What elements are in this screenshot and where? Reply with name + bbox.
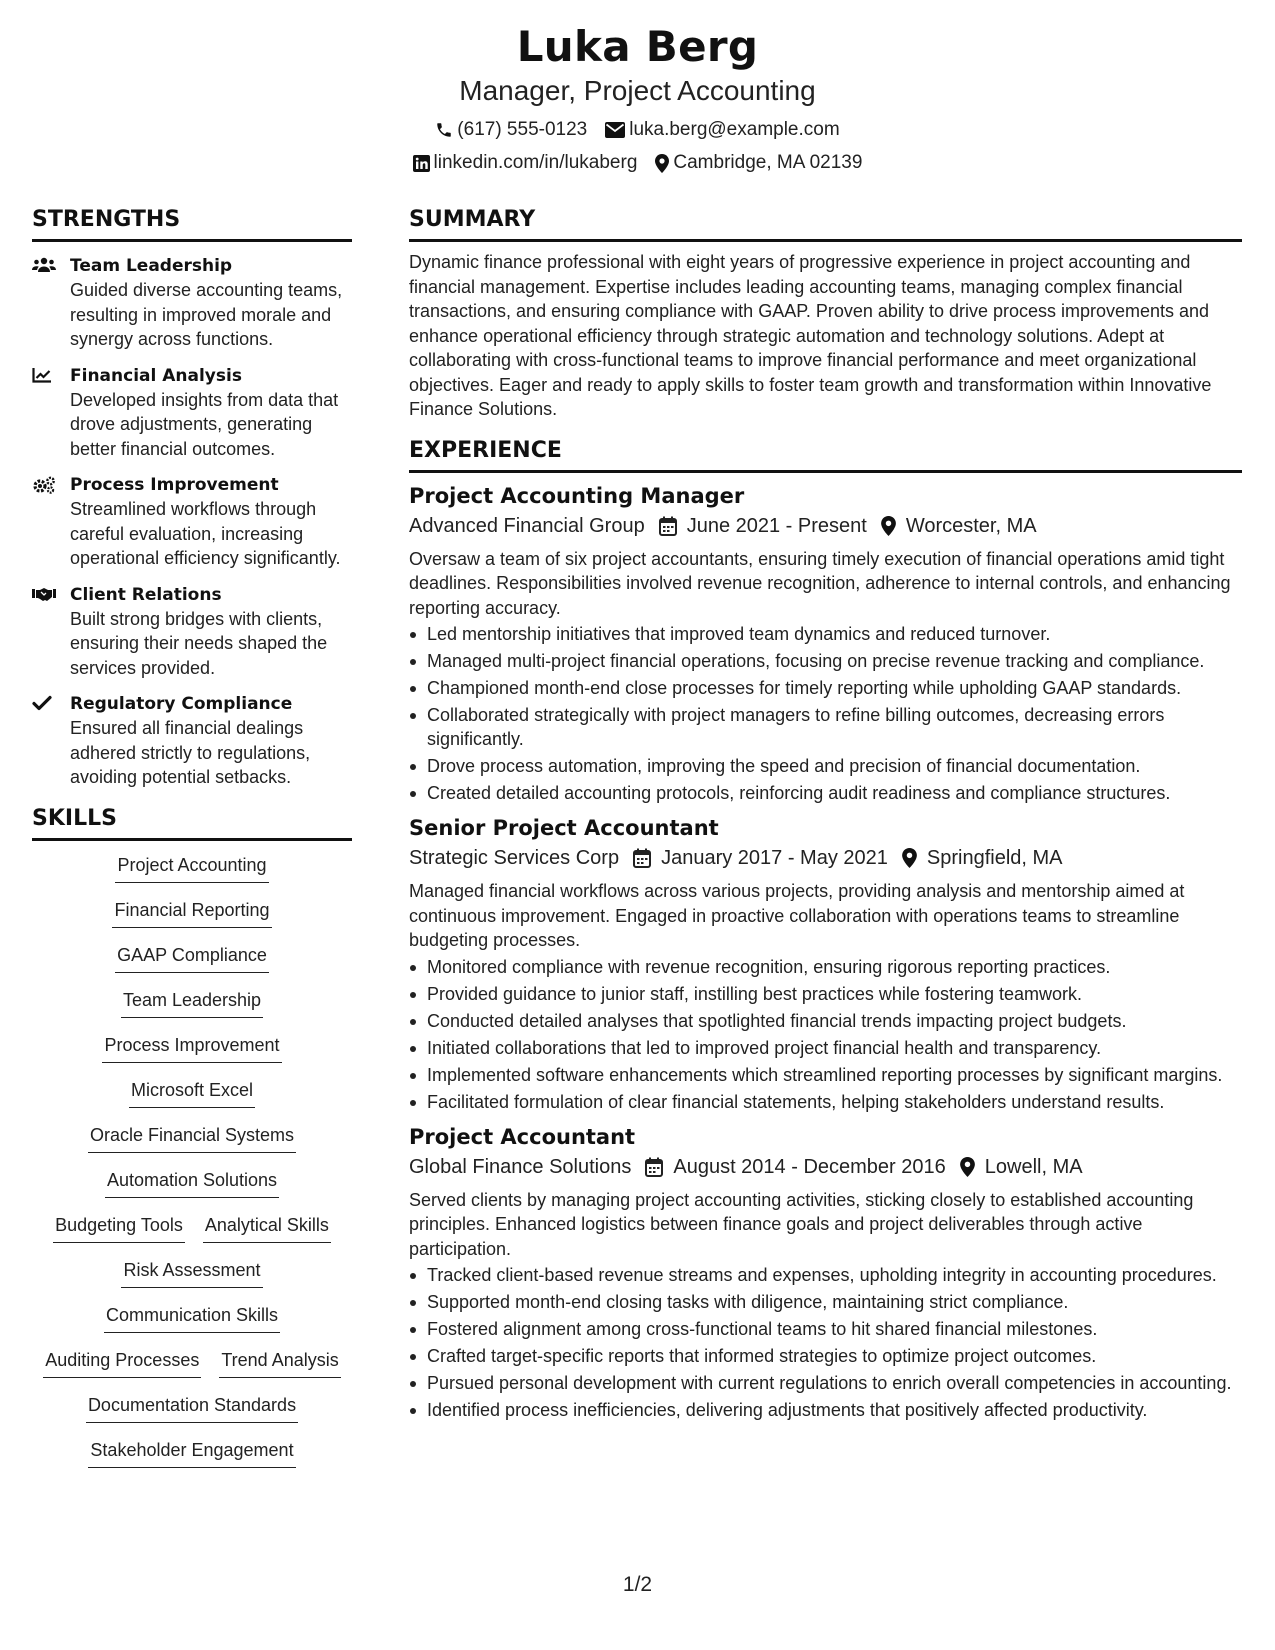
- skills-list: [32, 853, 352, 1483]
- strength-desc: Guided diverse accounting teams, resulting in improved morale and synergy across functions.: [70, 280, 343, 349]
- company-name: Global Finance Solutions: [409, 1155, 632, 1178]
- strength-desc: Developed insights from data that drove adjustments, generating better financial outcomes.: [70, 389, 339, 459]
- bullet-item: Initiated collaborations that led to improved project financial health and transparency.: [409, 1036, 1242, 1060]
- job-meta: [409, 1152, 1242, 1182]
- job-location: Worcester, MA: [905, 514, 1037, 537]
- contact-row-1: [0, 118, 1275, 142]
- strength-item: [32, 692, 352, 790]
- skill-row: [32, 1438, 352, 1483]
- job-meta: [409, 511, 1242, 541]
- job-dates: January 2017 - May 2021: [661, 847, 888, 869]
- skill-row: [32, 1168, 352, 1213]
- skill-row: [32, 1348, 352, 1393]
- experience-heading: EXPERIENCE: [409, 436, 1242, 473]
- skill-row: [32, 1123, 352, 1168]
- job-bullets: [409, 622, 1242, 805]
- strength-desc: Ensured all financial dealings adhered strictly to regulations, avoiding potential setbacks.: [70, 718, 311, 787]
- job-entry: [409, 481, 1242, 806]
- skills-heading: SKILLS: [32, 804, 352, 841]
- bullet-item: Managed multi-project financial operations, focusing on precise revenue tracking and compliance.: [409, 649, 1242, 673]
- map-pin-icon: [881, 516, 906, 536]
- bullet-item: Implemented software enhancements which streamlined reporting processes by significant margins.: [409, 1063, 1242, 1087]
- job-location: Springfield, MA: [926, 847, 1063, 869]
- job-bullets: [409, 1263, 1242, 1422]
- page-number: 1/2: [622, 1573, 653, 1596]
- skill-tag: Automation Solutions: [105, 1168, 279, 1198]
- skill-tag: Team Leadership: [121, 988, 263, 1018]
- contact-phone: [435, 119, 587, 141]
- skill-row: [32, 1033, 352, 1078]
- strength-item: [32, 254, 352, 352]
- skill-tag: Auditing Processes: [43, 1348, 201, 1378]
- gears-icon: [32, 473, 70, 499]
- map-pin-icon: [960, 1157, 985, 1177]
- location-text: Cambridge, MA 02139: [673, 152, 863, 173]
- bullet-item: Provided guidance to junior staff, instilling best practices while fostering teamwork.: [409, 982, 1242, 1006]
- job-entry: [409, 813, 1242, 1114]
- strengths-heading: STRENGTHS: [32, 205, 352, 242]
- bullet-item: Facilitated formulation of clear financial statements, helping stakeholders understand results.: [409, 1090, 1242, 1114]
- left-column: [32, 205, 352, 1483]
- strength-desc: Streamlined workflows through careful evaluation, increasing operational efficiency significantly.: [70, 499, 341, 568]
- skill-tag: Budgeting Tools: [53, 1213, 185, 1243]
- skill-tag: GAAP Compliance: [115, 943, 269, 973]
- job-dates: June 2021 - Present: [686, 514, 867, 537]
- calendar-icon: [659, 516, 687, 536]
- bullet-item: Supported month-end closing tasks with diligence, maintaining strict compliance.: [409, 1290, 1242, 1314]
- skill-row: [32, 1213, 352, 1258]
- resume-header: [0, 22, 1275, 175]
- strength-name: Team Leadership: [70, 256, 233, 276]
- job-description: Managed financial workflows across various projects, providing analysis and mentorship aimed at continuous improvement. Engaged in proactive collaboration with operations teams to streamline budgeting processes.: [409, 881, 1185, 950]
- chart-line-icon: [32, 364, 70, 388]
- bullet-item: Tracked client-based revenue streams and expenses, upholding integrity in accounting procedures.: [409, 1263, 1242, 1287]
- contact-row-2: [0, 151, 1275, 175]
- phone-icon: [435, 121, 453, 139]
- skill-tag: Stakeholder Engagement: [88, 1438, 295, 1468]
- users-icon: [32, 254, 70, 278]
- job-location: Lowell, MA: [984, 1155, 1083, 1178]
- skill-row: [32, 853, 352, 898]
- job-title: Project Accounting Manager: [409, 483, 745, 508]
- job-entry: [409, 1122, 1242, 1423]
- job-dates: August 2014 - December 2016: [673, 1155, 946, 1178]
- strength-name: Regulatory Compliance: [70, 694, 293, 714]
- skill-row: [32, 1303, 352, 1348]
- strength-desc: Built strong bridges with clients, ensuring their needs shaped the services provided.: [70, 608, 328, 678]
- summary-heading: SUMMARY: [409, 205, 1242, 242]
- bullet-item: Conducted detailed analyses that spotlighted financial trends impacting project budgets.: [409, 1009, 1242, 1033]
- strength-name: Client Relations: [70, 584, 222, 605]
- candidate-name: Luka Berg: [516, 22, 759, 71]
- skill-row: [32, 988, 352, 1033]
- bullet-item: Created detailed accounting protocols, reinforcing audit readiness and compliance structures.: [409, 781, 1242, 805]
- handshake-icon: [32, 583, 70, 607]
- company-name: Advanced Financial Group: [409, 514, 645, 537]
- strengths-list: [32, 254, 352, 790]
- experience-list: [409, 481, 1242, 1423]
- bullet-item: Crafted target-specific reports that informed strategies to optimize project outcomes.: [409, 1344, 1242, 1368]
- job-title: Project Accountant: [409, 1124, 636, 1149]
- contact-location: [655, 152, 862, 174]
- bullet-item: Fostered alignment among cross-functional teams to hit shared financial milestones.: [409, 1317, 1242, 1341]
- skill-row: [32, 898, 352, 943]
- contact-email[interactable]: [605, 119, 839, 141]
- skill-row: [32, 1393, 352, 1438]
- strength-item: [32, 583, 352, 681]
- skill-tag: Project Accounting: [115, 853, 268, 883]
- linkedin-text[interactable]: linkedin.com/in/lukaberg: [433, 152, 638, 173]
- job-description: Served clients by managing project accounting activities, sticking closely to established accounting principles. Enhanced logistics between finance goals and project deliverables through active participation.: [409, 1189, 1194, 1259]
- bullet-item: Collaborated strategically with project managers to refine billing outcomes, decreasing errors significantly.: [409, 703, 1242, 751]
- company-name: Strategic Services Corp: [409, 847, 620, 869]
- job-description: Oversaw a team of six project accountants, ensuring timely execution of financial operations amid tight deadlines. Responsibilities involved revenue recognition, adherence to internal controls, and enhancing reporting accuracy.: [409, 548, 1231, 618]
- check-icon: [32, 692, 70, 716]
- skill-tag: Risk Assessment: [121, 1258, 262, 1288]
- summary-text: Dynamic finance professional with eight years of progressive experience in project accounting and financial management. Expertise includes leading accounting teams, managing complex financial transactions, and ensuring compliance with GAAP. Proven ability to drive process improvements and enhance operational efficiency through strategic automation and technology solutions. Adept at collaborating with cross-functional teams to improve financial performance and meet organizational objectives. Eager and ready to apply skills to foster team growth and transformation within Innovative Finance Solutions.: [409, 252, 1212, 419]
- skill-row: [32, 1078, 352, 1123]
- strength-item: [32, 364, 352, 462]
- skill-tag: Trend Analysis: [219, 1348, 340, 1378]
- skill-row: [32, 943, 352, 988]
- strength-name: Process Improvement: [70, 475, 279, 495]
- candidate-title: Manager, Project Accounting: [459, 75, 816, 106]
- envelope-icon: [605, 122, 625, 138]
- linkedin-icon: [413, 155, 430, 172]
- bullet-item: Identified process inefficiencies, delivering adjustments that positively affected productivity.: [409, 1398, 1242, 1422]
- skill-tag: Documentation Standards: [86, 1393, 298, 1423]
- skill-tag: Process Improvement: [102, 1033, 281, 1063]
- skill-row: [32, 1258, 352, 1303]
- bullet-item: Led mentorship initiatives that improved team dynamics and reduced turnover.: [409, 622, 1242, 646]
- job-meta: [409, 843, 1242, 873]
- skill-tag: Analytical Skills: [203, 1213, 331, 1243]
- map-pin-icon: [655, 154, 669, 173]
- map-pin-icon: [902, 848, 927, 868]
- bullet-item: Championed month-end close processes for timely reporting while upholding GAAP standards.: [409, 676, 1242, 700]
- bullet-item: Pursued personal development with current regulations to enrich overall competencies in accounting.: [409, 1371, 1242, 1395]
- strength-item: [32, 473, 352, 571]
- skill-tag: Microsoft Excel: [129, 1078, 255, 1108]
- contact-linkedin[interactable]: [413, 152, 638, 174]
- phone-text: (617) 555-0123: [457, 119, 588, 140]
- calendar-icon: [645, 1157, 673, 1177]
- skill-tag: Oracle Financial Systems: [88, 1123, 296, 1153]
- bullet-item: Monitored compliance with revenue recognition, ensuring rigorous reporting practices.: [409, 955, 1242, 979]
- job-title: Senior Project Accountant: [409, 816, 719, 840]
- job-bullets: [409, 955, 1242, 1114]
- skill-tag: Communication Skills: [104, 1303, 280, 1333]
- right-column: [409, 205, 1242, 1425]
- strength-name: Financial Analysis: [70, 365, 242, 386]
- skill-tag: Financial Reporting: [112, 898, 271, 928]
- bullet-item: Drove process automation, improving the speed and precision of financial documentation.: [409, 754, 1242, 778]
- email-text[interactable]: luka.berg@example.com: [629, 119, 840, 140]
- calendar-icon: [633, 848, 661, 868]
